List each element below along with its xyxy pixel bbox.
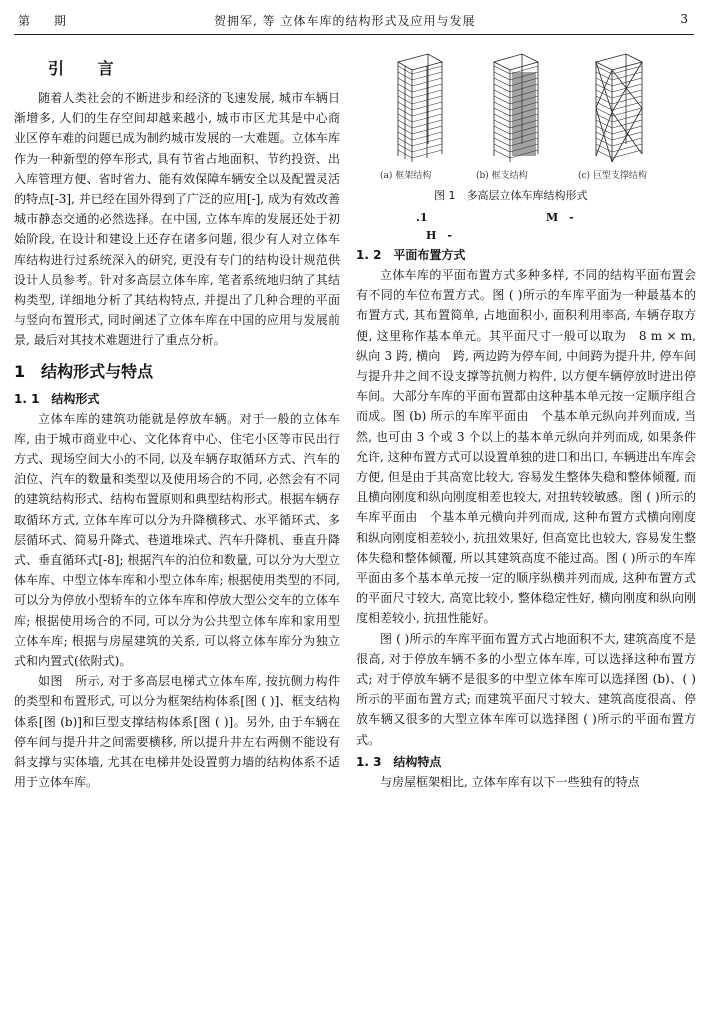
floor-beam — [494, 78, 510, 86]
floor-beam — [494, 102, 510, 110]
tower-structures-illustration — [376, 48, 676, 166]
floor-beam — [494, 126, 510, 134]
floor-beam — [612, 78, 642, 86]
subsection-1-1-heading: 1. 1 结构形式 — [14, 391, 100, 406]
figure-1-english-caption-fragment-1: .1 — [416, 211, 428, 224]
floor-beam — [612, 84, 642, 92]
floor-beam — [494, 108, 510, 116]
subsection-1-1-paragraph-2: 如图 所示, 对于多高层电梯式立体车库, 按抗侧力构件的类型和布置形式, 可以分为框架结构体系[图 ( )]、框支结构体系[图 (b)]和巨型支撑结构体系[图 ( )]。另外, 由于车辆在停车间与提升井之间需要横移, 所以提升井左右两侧不能设有斜支撑与实体墙, 尤其在电梯井处设置剪力墙的结构体系不适用于立体车库。 — [14, 674, 340, 790]
floor-beam — [596, 138, 612, 146]
floor-beam — [494, 84, 510, 92]
floor-beam — [612, 120, 642, 128]
floor-beam — [612, 108, 642, 116]
floor-beam — [494, 90, 510, 98]
floor-beam — [612, 138, 642, 146]
floor-beam — [612, 102, 642, 110]
floor-beam — [494, 150, 510, 158]
floor-beam — [612, 90, 642, 98]
figure-1 — [356, 48, 696, 243]
floor-beam — [596, 120, 612, 128]
floor-beam — [494, 114, 510, 122]
subcaption-b: (b) 框支结构 — [476, 171, 528, 181]
floor-beam — [494, 96, 510, 104]
floor-beam — [494, 132, 510, 140]
subsection-1-1-paragraph-1: 立体车库的建筑功能就是停放车辆。对于一般的立体车库, 由于城市商业中心、文化体育中心、住宅小区等市民出行方式、现场空间大小的不同, 以及车辆存取循环方式、汽车的泊位、汽车的数量和类型以及使用场合的不同, 必然会有不同的建筑结构形式、结构布置原则和典型结构形式。根据车辆存取循环方式, 立体车库可以分为升降横移式、水平循环式、多层循环式、简易升降式、巷道堆垛式、汽车升降机、垂直升降式、垂直循环式[-8]; 根据汽车的泊位和数量, 可以分为大型立体车库、中型立体车库和小型立体车库; 根据使用类型的不同, 可以分为停放小型轿车的立体车库和停放大型公交车的立体车库; 根据使用场合的不同, 可以分为公共型立体车库和家用型立体车库; 根据与房屋建筑的关系, 可以将立体车库分为独立式和内置式(依附式)。 — [14, 411, 340, 669]
journal-issue: 第 期 — [18, 14, 76, 28]
subsection-1-2-paragraph-2: 图 ( )所示的车库平面布置方式占地面积不大, 建筑高度不是很高, 对于停放车辆不多的小型立体车库, 可以选择这种布置方式; 对于停放车辆不是很多的中型立体车库可以选择图 (b)、( )所示的平面布置方式; 而建筑平面尺寸较大、建筑高度很高、停放车辆又很多的大型立体车库可以选择图 ( )所示的平面布置方式。 — [356, 631, 696, 747]
floor-beam — [494, 72, 510, 80]
figure-1-caption: 图 1 多高层立体车库结构形式 — [434, 189, 588, 202]
subsection-1-3-paragraph-1: 与房屋框架相比, 立体车库有以下一些独有的特点 — [380, 774, 640, 789]
floor-beam — [494, 138, 510, 146]
floor-beam — [596, 90, 612, 98]
intro-heading: 引 言 — [48, 59, 128, 78]
floor-beam — [596, 126, 612, 134]
subcaption-a: (a) 框架结构 — [380, 171, 432, 181]
section-1-heading: 1 结构形式与特点 — [14, 361, 154, 381]
floor-beam — [596, 144, 612, 152]
subsection-1-2-heading: 1. 2 平面布置方式 — [356, 248, 466, 262]
subsection-1-2-paragraph-1: 立体车库的平面布置方式多种多样, 不同的结构平面布置会有不同的车位布置方式。图 ( )所示的车库平面为一种最基本的布置方式, 其布置简单, 占地面积小, 面积利用率高, 车辆存取方便, 这里称作基本单元。其平面尺寸一般可以取为 8 m × m, 纵向 3 跨, 横向 跨, 两边跨为停车间, 中间跨为提升井, 停车间与提升井之间不设支撑等抗侧力构件, 以方便车辆停放时进出停车间。大部分车库的平面布置都由这种基本单元按一定顺序组合而成。图 (b) 所示的车库平面由 个基本单元纵向并列而成, 当然, 也可由 3 个或 3 个以上的基本单元纵向并列而成, 如果条件允许, 这种布置方式可以设置单独的进口和出口, 车辆进出车库会方便, 但是由于其高宽比较大, 容易发生整体失稳和整体倾覆, 而且横向刚度和纵向刚度相差也较大, 对扭转较敏感。图 ( )所示的车库平面由 个基本单元横向并列而成, 这种布置方式横向刚度和纵向刚度相差较小, 抗扭效果好, 但高宽比也较大, 容易发生整体失稳和整体倾覆, 所以其建筑高度不能过高。图 ( )所示的车库平面由多个基本单元按一定的顺序纵横并列而成, 这种布置方式的平面尺寸较大, 高宽比较小, 整体稳定性好, 横向刚度和纵向刚度相差较小, 抗扭性能好。 — [356, 268, 696, 626]
left-column — [14, 48, 340, 793]
page-number: 3 — [680, 12, 688, 26]
subcaption-c: (c) 巨型支撑结构 — [578, 171, 647, 181]
running-title: 贺拥军, 等 立体车库的结构形式及应用与发展 — [214, 14, 476, 28]
floor-beam — [494, 144, 510, 152]
floor-beam — [494, 66, 510, 74]
figure-1-english-caption-fragment-2: M - — [546, 211, 574, 224]
intro-paragraph: 随着人类社会的不断进步和经济的飞速发展, 城市车辆日渐增多, 人们的生存空间却越来越小, 城市市区尤其是中心商业区停车难的问题已成为制约城市发展的一大难题。立体车库作为一种新型的停车形式, 具有节省占地面积、节约投资、出入库管理方便、省时省力、能有效保障车辆安全以及配置灵活的特点[-3], 并已经在国外得到了广泛的应用[-], 成为有效改善城市静态交通的必然选择。在中国, 立体车库的发展还处于初始阶段, 在设计和建设上还存在诸多问题, 很少有人对立体车库结构进行过系统深入的研究, 更没有专门的结构设计规范供设计人员参考。针对多高层立体车库, 笔者系统地归纳了其结构类型, 详细地分析了其结构特点, 并提出了几种合理的平面与竖向布置形式, 同时阐述了立体车库在中国的应用与发展前景, 最后对其技术难题进行了重点分析。 — [14, 91, 340, 348]
right-column — [356, 48, 696, 792]
floor-beam — [596, 84, 612, 92]
running-header — [14, 8, 694, 35]
subsection-1-3-heading: 1. 3 结构特点 — [356, 754, 442, 769]
floor-beam — [494, 120, 510, 128]
figure-1-english-caption-fragment-3: H - — [426, 229, 452, 242]
floor-beam — [596, 78, 612, 86]
